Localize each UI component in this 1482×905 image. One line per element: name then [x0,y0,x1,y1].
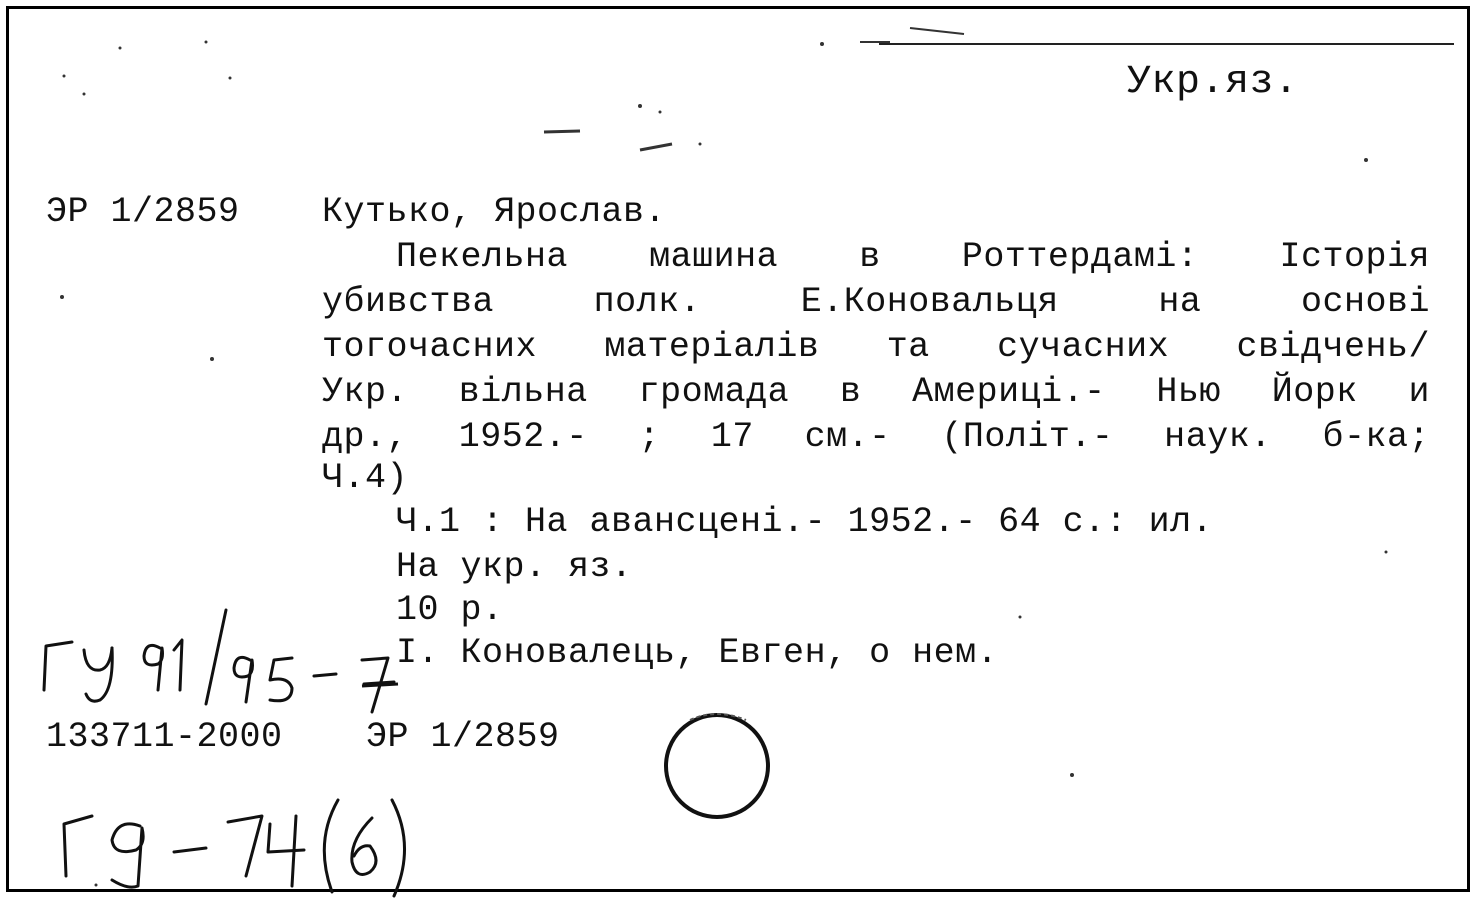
title-line-3: тогочасних матеріалів та сучасних свідчень/ [322,327,1430,367]
title-line-2: убивства полк. Е.Коновальця на основі [322,282,1430,322]
scan-specks [60,28,1388,887]
handwritten-underline [362,684,398,686]
title-line-5: др., 1952.- ; 17 см.- (Політ.- наук. б-ка; [322,417,1430,457]
title-line-4: Укр. вільна громада в Америці.- Нью Йорк и [322,372,1430,412]
language-note: На укр. яз. [396,547,633,587]
part-line: Ч.1 : На авансцені.- 1952.- 64 с.: ил. [396,502,1214,542]
inventory-number: 133711-2000 [46,717,283,757]
author-heading: Кутько, Ярослав. [322,192,667,232]
price: 10 р. [396,590,504,630]
subject-entry: I. Коновалець, Евген, о нем. [396,633,999,673]
title-line-1: Пекельна машина в Роттердамі: Історія [396,237,1430,277]
handwritten-mark-2 [64,800,405,896]
language-tag: Укр.яз. [1127,60,1299,105]
call-number: ЭР 1/2859 [46,192,240,232]
punch-hole [666,714,768,817]
title-line-6: Ч.4) [322,458,409,498]
inventory-call-number: ЭР 1/2859 [366,717,560,757]
handwritten-mark-1 [44,610,394,712]
